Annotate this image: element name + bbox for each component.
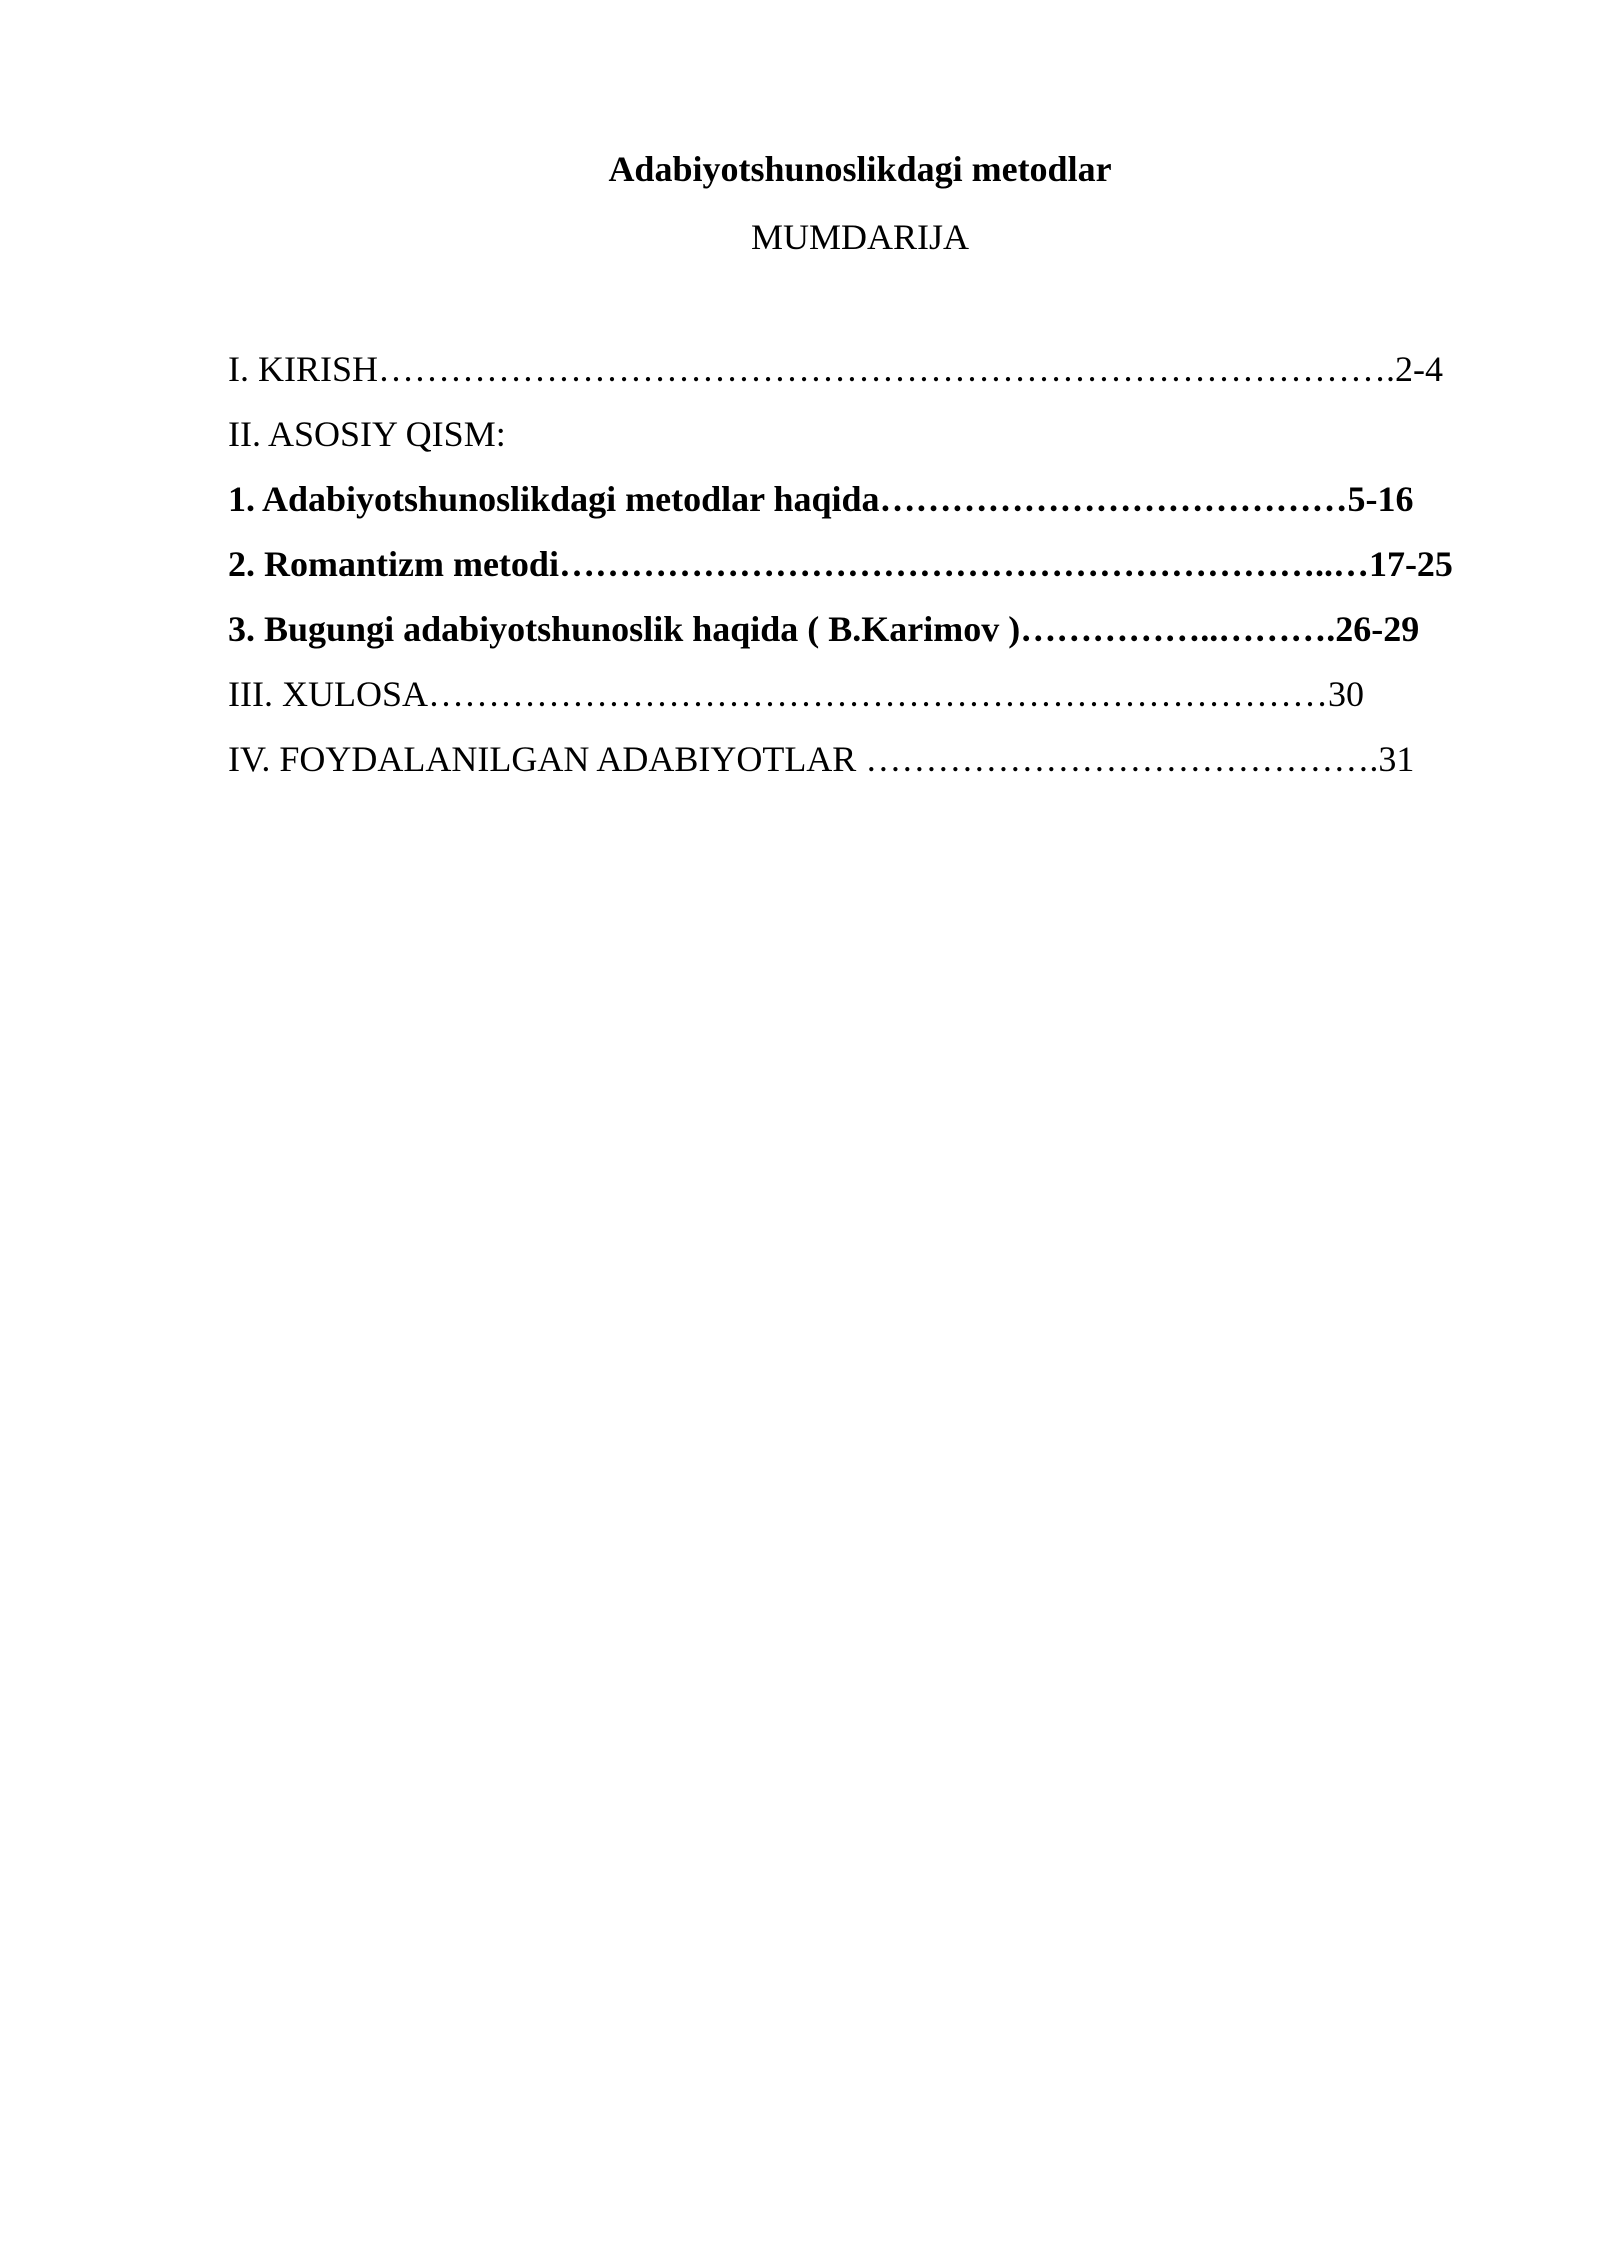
table-of-contents xyxy=(228,347,1488,802)
toc-entry-chapter-1: 1. Adabiyotshunoslikdagi metodlar haqida…………………………………5-16 xyxy=(228,479,1414,519)
toc-entry-introduction: I. KIRISH………………………………………………………………………….2-4 xyxy=(228,349,1443,389)
document-title: Adabiyotshunoslikdagi metodlar xyxy=(608,149,1112,189)
toc-entry-conclusion: III. XULOSA…………………………………………………………………30 xyxy=(228,674,1364,714)
toc-entry-bibliography: IV. FOYDALANILGAN ADABIYOTLAR …………………………………….31 xyxy=(228,739,1415,779)
toc-heading: MUMDARIJA xyxy=(750,217,970,257)
toc-entry-chapter-3: 3. Bugungi adabiyotshunoslik haqida ( B.Karimov )……………..……….26-29 xyxy=(228,609,1420,649)
toc-entry-chapter-2: 2. Romantizm metodi………………………………………………………..…17-25 xyxy=(228,544,1453,584)
toc-entry-main-part: II. ASOSIY QISM: xyxy=(228,414,506,454)
